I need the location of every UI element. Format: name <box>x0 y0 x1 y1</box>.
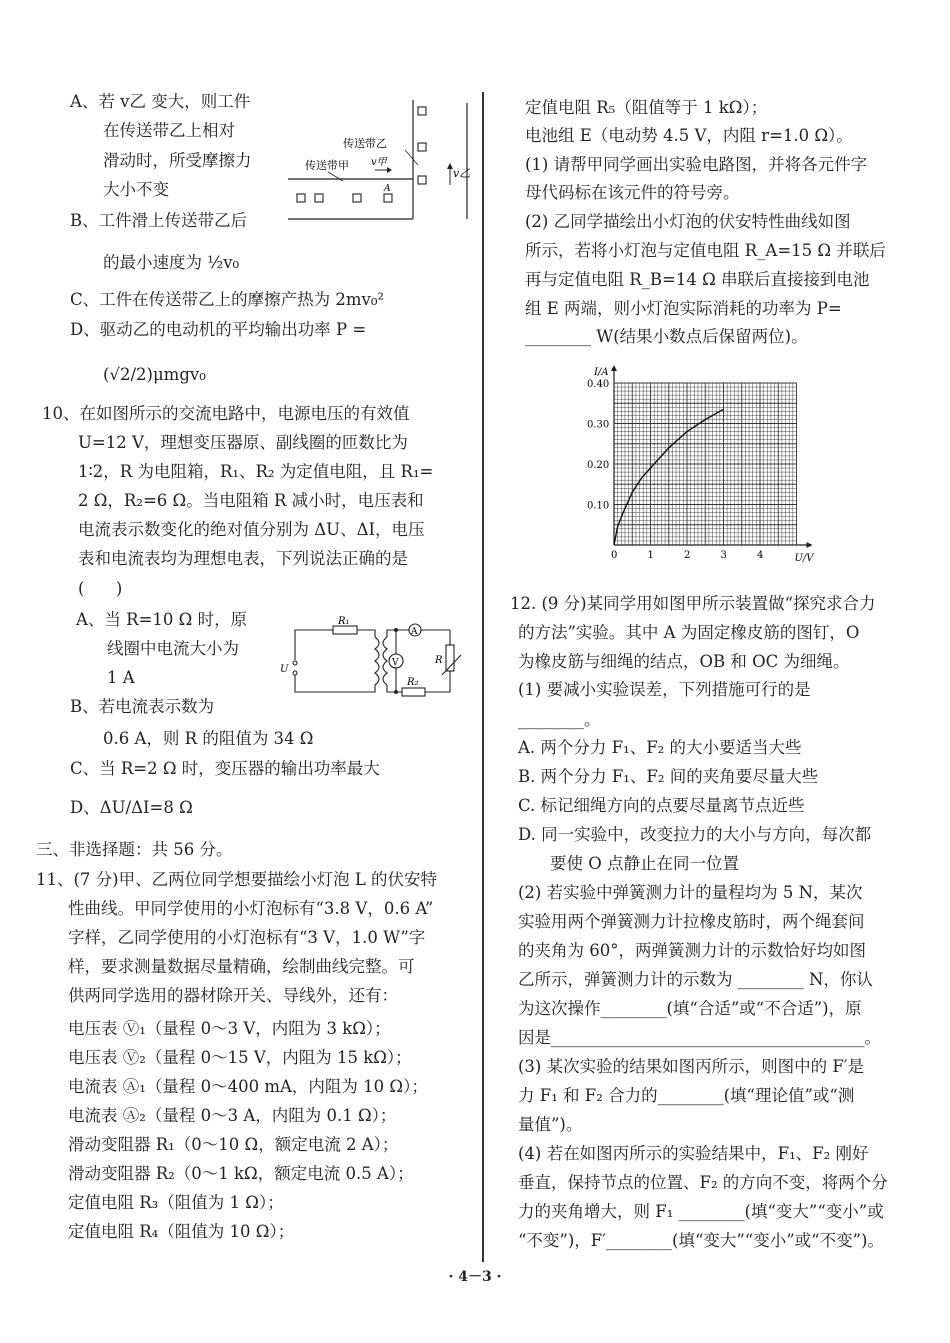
text-line: 样，要求测量数据尽量精确，绘制曲线完整。可 <box>68 957 415 976</box>
text-line: 定值电阻 R₃（阻值为 1 Ω）； <box>68 1193 284 1212</box>
text-line: 所示，若将小灯泡与定值电阻 R_A=15 Ω 并联后 <box>525 241 886 260</box>
ammeter-label: A <box>411 627 418 637</box>
text-line: 12. (9 分)某同学用如图甲所示装置做“探究求合力 <box>510 594 876 613</box>
text-line: B、若电流表示数为 <box>70 697 215 716</box>
text-line: D. 同一实验中，改变拉力的大小与方向，每次都 <box>518 825 872 844</box>
y-tick-label: 0.40 <box>587 379 610 390</box>
x-axis-arrow <box>807 542 813 548</box>
text-line: 字样，乙同学使用的小灯泡标有“3 V，1.0 W”字 <box>68 928 426 947</box>
text-line: 的方法”实验。其中 A 为固定橡皮筋的图钉，O <box>518 623 860 642</box>
text-line: 1 A <box>107 668 135 687</box>
text-line: 供两同学选用的器材除开关、导线外，还有： <box>68 986 398 1005</box>
text-line: (2) 若实验中弹簧测力计的量程均为 5 N，某次 <box>518 883 863 902</box>
text-line: (1) 请帮甲同学画出实验电路图，并将各元件字 <box>525 155 868 174</box>
text-line: (√2/2)μmgv₀ <box>103 365 206 384</box>
text-line: 实验用两个弹簧测力计拉橡皮筋时，两个绳套间 <box>518 912 865 931</box>
iu-curve-chart <box>585 362 815 562</box>
text-line: D、ΔU/ΔI=8 Ω <box>70 798 193 817</box>
text-line: (3) 某次实验的结果如图丙所示，则图中的 F′是 <box>518 1057 865 1076</box>
text-line: D、驱动乙的电动机的平均输出功率 P = <box>70 320 367 339</box>
text-line: 滑动时，所受摩擦力 <box>103 151 252 170</box>
text-line: ________。 <box>518 710 601 729</box>
text-line: 10、在如图所示的交流电路中，电源电压的有效值 <box>42 404 410 423</box>
text-line: 因是______________________________________。 <box>518 1028 881 1047</box>
text-line: C、工件在传送带乙上的摩擦产热为 2mv₀² <box>70 290 385 309</box>
text-line: (2) 乙同学描绘出小灯泡的伏安特性曲线如图 <box>525 212 851 231</box>
text-line: 垂直，保持节点的位置、F₂ 的方向不变，将两个分 <box>518 1173 888 1192</box>
text-line: 2 Ω，R₂=6 Ω。当电阻箱 R 减小时，电压表和 <box>78 491 424 510</box>
page-number: · 4－3 · <box>448 1269 502 1285</box>
text-line: U=12 V，理想变压器原、副线圈的匝数比为 <box>78 433 408 452</box>
text-line: “不变”)，F′________(填“变大”“变小”或“不变”)。 <box>518 1231 884 1250</box>
text-line: 量值”)。 <box>518 1115 583 1134</box>
x-tick-label: 1 <box>647 550 654 561</box>
text-line: 定值电阻 R₄（阻值为 10 Ω）； <box>68 1222 295 1241</box>
text-line: A、若 v乙 变大，则工件 <box>70 92 251 111</box>
text-line: 电流表 Ⓐ₁（量程 0～400 mA，内阻为 10 Ω）； <box>68 1077 428 1096</box>
text-line: 滑动变阻器 R₁（0～10 Ω，额定电流 2 A）； <box>68 1135 399 1154</box>
text-line: 电池组 E（电动势 4.5 V，内阻 r=1.0 Ω）。 <box>525 126 853 145</box>
text-line: (4) 若在如图丙所示的实验结果中，F₁、F₂ 刚好 <box>518 1144 869 1163</box>
text-line: 为这次操作________(填“合适”或“不合适”)，原 <box>518 999 862 1018</box>
text-line: 定值电阻 R₅（阻值等于 1 kΩ）； <box>525 98 768 117</box>
conveyor-belt-figure <box>285 95 475 220</box>
text-line: 表和电流表均为理想电表，下列说法正确的是 <box>78 549 408 568</box>
belt-a-label: 传送带甲 <box>305 159 349 172</box>
text-line: C、当 R=2 Ω 时，变压器的输出功率最大 <box>70 759 380 778</box>
text-line: B、工件滑上传送带乙后 <box>70 211 248 230</box>
y-tick-label: 0.30 <box>587 419 610 431</box>
text-line: 的夹角为 60°，两弹簧测力计的示数恰好均如图 <box>518 941 866 960</box>
x-tick-label: 4 <box>757 550 764 561</box>
text-line: 的最小速度为 ½v₀ <box>103 253 240 272</box>
text-line: 电压表 Ⓥ₁（量程 0～3 V，内阻为 3 kΩ）； <box>68 1019 391 1038</box>
text-line: 力 F₁ 和 F₂ 合力的________(填“理论值”或“测 <box>518 1086 855 1105</box>
text-line: ________ W(结果小数点后保留两位)。 <box>525 327 808 346</box>
x-tick-label: 3 <box>720 550 727 561</box>
belt-b-label: 传送带乙 <box>343 137 387 150</box>
text-line: 电流表示数变化的绝对值分别为 ΔU、ΔI，电压 <box>78 520 425 539</box>
text-line: 在传送带乙上相对 <box>103 121 235 140</box>
text-line: 11、(7 分)甲、乙两位同学想要描绘小灯泡 L 的伏安特 <box>36 870 438 889</box>
text-line: A. 两个分力 F₁、F₂ 的大小要适当大些 <box>518 738 802 757</box>
text-line: 乙所示，弹簧测力计的示数为 ________ N，你认 <box>518 970 873 989</box>
text-line: 力的夹角增大，则 F₁ ________(填“变大”“变小”或 <box>518 1202 884 1221</box>
text-line: 电压表 Ⓥ₂（量程 0～15 V，内阻为 15 kΩ）； <box>68 1048 412 1067</box>
text-line: ( ) <box>78 579 123 598</box>
text-line: 1∶2，R 为电阻箱，R₁、R₂ 为定值电阻，且 R₁= <box>78 462 434 481</box>
text-line: B. 两个分力 F₁、F₂ 间的夹角要尽量大些 <box>518 767 819 786</box>
text-line: 线圈中电流大小为 <box>107 639 239 658</box>
text-line: 要使 O 点静止在同一位置 <box>550 854 740 873</box>
text-line: 电流表 Ⓐ₂（量程 0～3 A，内阻为 0.1 Ω）； <box>68 1106 397 1125</box>
y-axis-arrow <box>611 365 617 371</box>
y-tick-label: 0.10 <box>587 500 610 512</box>
text-line: 三、非选择题：共 56 分。 <box>36 840 233 859</box>
r1-label: R₁ <box>338 616 350 627</box>
u-label: U <box>280 664 289 675</box>
point-a-label: A <box>384 184 391 194</box>
v-a-label: v甲 <box>371 157 387 168</box>
r-label: R <box>435 655 443 666</box>
y-axis-label: I/A <box>594 367 609 378</box>
x-tick-label: 0 <box>611 550 618 561</box>
text-line: 母代码标在该元件的符号旁。 <box>525 183 740 202</box>
text-line: 性曲线。甲同学使用的小灯泡标有“3.8 V，0.6 A” <box>68 899 434 918</box>
y-tick-label: 0.20 <box>587 460 610 471</box>
text-line: 再与定值电阻 R_B=14 Ω 串联后直接接到电池 <box>525 270 870 289</box>
transformer-circuit-figure <box>275 615 470 700</box>
text-line: 0.6 A，则 R 的阻值为 34 Ω <box>103 729 314 748</box>
text-line: A、当 R=10 Ω 时，原 <box>76 610 248 629</box>
text-line: 滑动变阻器 R₂（0～1 kΩ，额定电流 0.5 A）； <box>68 1164 414 1183</box>
x-axis-label: U/V <box>794 553 814 562</box>
voltmeter-label: V <box>392 658 399 668</box>
column-divider <box>482 92 484 1262</box>
text-line: (1) 要减小实验误差，下列措施可行的是 <box>518 680 811 699</box>
text-line: 为橡皮筋与细绳的结点，OB 和 OC 为细绳。 <box>518 652 850 671</box>
x-tick-label: 2 <box>684 550 691 561</box>
text-line: 组 E 两端，则小灯泡实际消耗的功率为 P= <box>525 299 842 318</box>
r2-label: R₂ <box>407 677 419 688</box>
text-line: 大小不变 <box>103 180 169 199</box>
v-b-label: v乙 <box>453 167 471 180</box>
text-line: C. 标记细绳方向的点要尽量离节点近些 <box>518 796 805 815</box>
